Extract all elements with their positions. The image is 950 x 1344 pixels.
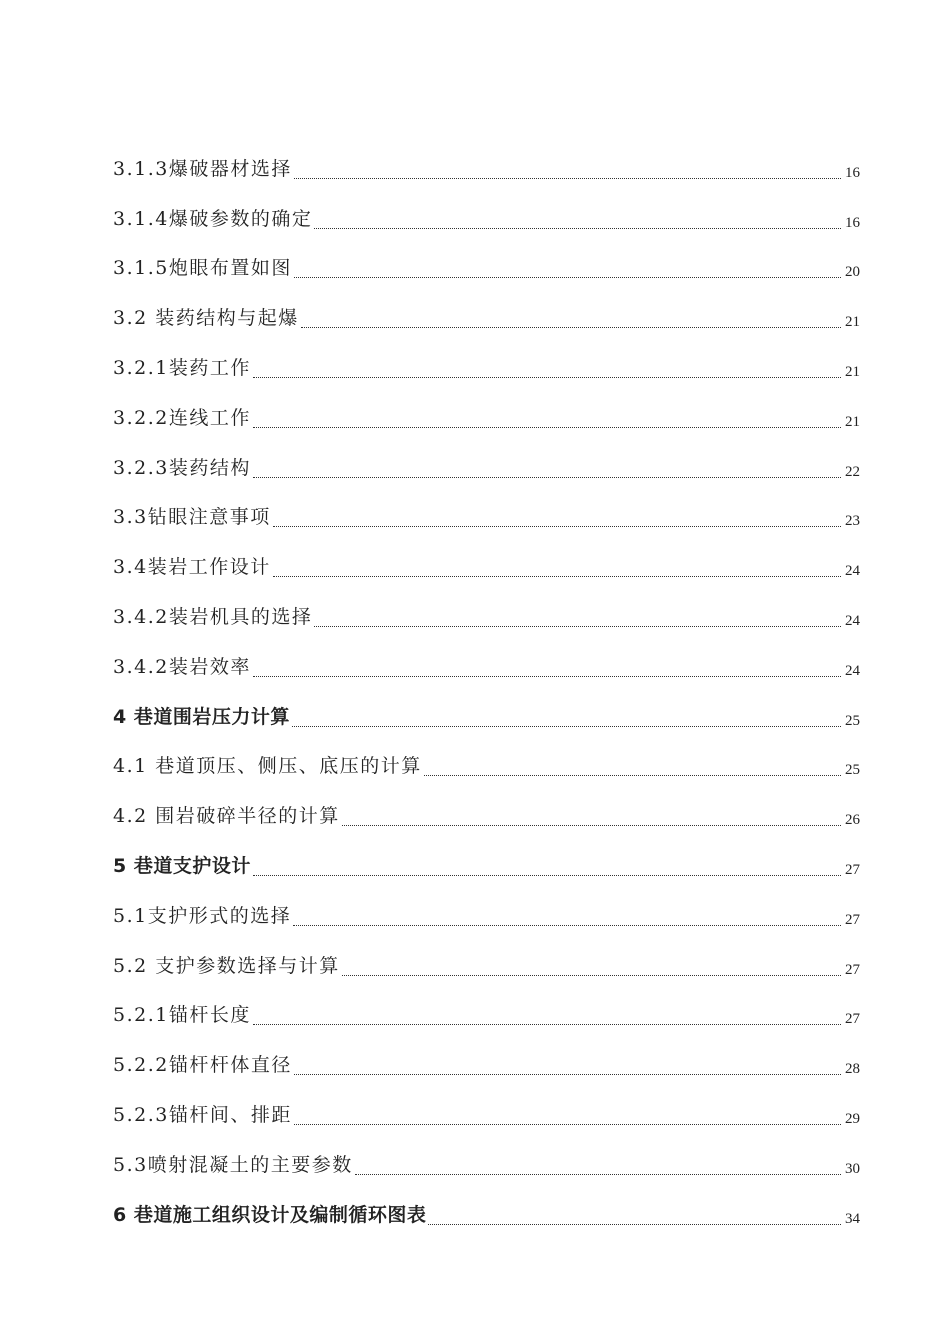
dot-leader (253, 1023, 841, 1025)
toc-entry[interactable] (113, 283, 860, 333)
toc-entry[interactable] (113, 1080, 860, 1130)
toc-entry-title: 3.3钻眼注意事项 (113, 506, 271, 529)
toc-entry[interactable] (113, 333, 860, 383)
toc-entry[interactable] (113, 632, 860, 682)
dot-leader (294, 177, 841, 179)
toc-entry[interactable] (113, 781, 860, 831)
toc-entry-title: 3.2.1装药工作 (113, 356, 251, 379)
dot-leader (428, 1223, 841, 1225)
toc-page-number: 21 (845, 413, 860, 430)
toc-entry-title: 5.2 支护参数选择与计算 (113, 954, 340, 977)
toc-entry[interactable] (113, 881, 860, 931)
toc-entry-title: 4.2 围岩破碎半径的计算 (113, 805, 340, 828)
dot-leader (294, 1073, 841, 1075)
toc-page-number: 28 (845, 1061, 860, 1078)
toc-page-number: 24 (845, 662, 860, 679)
toc-entry[interactable] (113, 234, 860, 284)
dot-leader (253, 874, 841, 876)
dot-leader (253, 376, 841, 378)
toc-entry-title: 3.2 装药结构与起爆 (113, 307, 299, 330)
dot-leader (301, 326, 841, 328)
toc-entry-title: 4.1 巷道顶压、侧压、底压的计算 (113, 755, 422, 778)
dot-leader (253, 476, 841, 478)
toc-entry-title: 5 巷道支护设计 (113, 854, 251, 877)
toc-chapter-entry[interactable] (113, 1180, 860, 1230)
dot-leader (294, 1123, 841, 1125)
toc-entry-title: 5.1支护形式的选择 (113, 904, 292, 927)
toc-page-number: 21 (845, 314, 860, 331)
dot-leader (273, 575, 841, 577)
toc-entry-title: 5.3喷射混凝土的主要参数 (113, 1153, 353, 1176)
dot-leader (355, 1173, 841, 1175)
toc-page-number: 20 (845, 264, 860, 281)
toc-entry[interactable] (113, 184, 860, 234)
toc-page-number: 29 (845, 1110, 860, 1127)
toc-entry-title: 3.4装岩工作设计 (113, 556, 271, 579)
toc-entry-title: 5.2.2锚杆杆体直径 (113, 1054, 292, 1077)
toc-page-number: 30 (845, 1160, 860, 1177)
toc-entry[interactable] (113, 134, 860, 184)
dot-leader (293, 924, 841, 926)
toc-page-number: 27 (845, 861, 860, 878)
dot-leader (253, 675, 841, 677)
toc-entry[interactable] (113, 483, 860, 533)
dot-leader (273, 525, 841, 527)
toc-entry-title: 3.1.3爆破器材选择 (113, 157, 292, 180)
table-of-contents (113, 134, 860, 1230)
toc-page-number: 27 (845, 961, 860, 978)
dot-leader (424, 774, 841, 776)
toc-entry[interactable] (113, 532, 860, 582)
dot-leader (314, 625, 841, 627)
dot-leader (314, 227, 841, 229)
toc-entry-title: 3.4.2装岩机具的选择 (113, 605, 313, 628)
toc-entry[interactable] (113, 981, 860, 1031)
toc-entry-title: 3.4.2装岩效率 (113, 655, 251, 678)
toc-entry-title: 3.1.4爆破参数的确定 (113, 207, 313, 230)
toc-entry[interactable] (113, 732, 860, 782)
toc-page-number: 26 (845, 812, 860, 829)
toc-entry-title: 3.2.3装药结构 (113, 456, 251, 479)
toc-page-number: 27 (845, 911, 860, 928)
dot-leader (292, 725, 841, 727)
toc-page-number: 22 (845, 463, 860, 480)
toc-entry[interactable] (113, 931, 860, 981)
toc-page-number: 34 (845, 1210, 860, 1227)
toc-page-number: 24 (845, 563, 860, 580)
toc-page-number: 21 (845, 363, 860, 380)
toc-entry[interactable] (113, 433, 860, 483)
toc-page-number: 25 (845, 762, 860, 779)
dot-leader (253, 426, 841, 428)
toc-entry-title: 5.2.1锚杆长度 (113, 1004, 251, 1027)
toc-entry-title: 6 巷道施工组织设计及编制循环图表 (113, 1203, 427, 1226)
dot-leader (342, 974, 841, 976)
toc-page-number: 27 (845, 1011, 860, 1028)
toc-entry-title: 5.2.3锚杆间、排距 (113, 1103, 292, 1126)
toc-page-number: 25 (845, 712, 860, 729)
toc-chapter-entry[interactable] (113, 682, 860, 732)
toc-entry[interactable] (113, 1030, 860, 1080)
toc-chapter-entry[interactable] (113, 831, 860, 881)
toc-page-number: 16 (845, 164, 860, 181)
toc-page-number: 24 (845, 612, 860, 629)
dot-leader (342, 824, 841, 826)
toc-page-number: 23 (845, 513, 860, 530)
toc-entry[interactable] (113, 1130, 860, 1180)
toc-entry[interactable] (113, 383, 860, 433)
toc-entry-title: 3.2.2连线工作 (113, 406, 251, 429)
toc-page-number: 16 (845, 214, 860, 231)
toc-entry-title: 4 巷道围岩压力计算 (113, 705, 290, 728)
toc-entry[interactable] (113, 582, 860, 632)
dot-leader (294, 276, 841, 278)
toc-entry-title: 3.1.5炮眼布置如图 (113, 257, 292, 280)
